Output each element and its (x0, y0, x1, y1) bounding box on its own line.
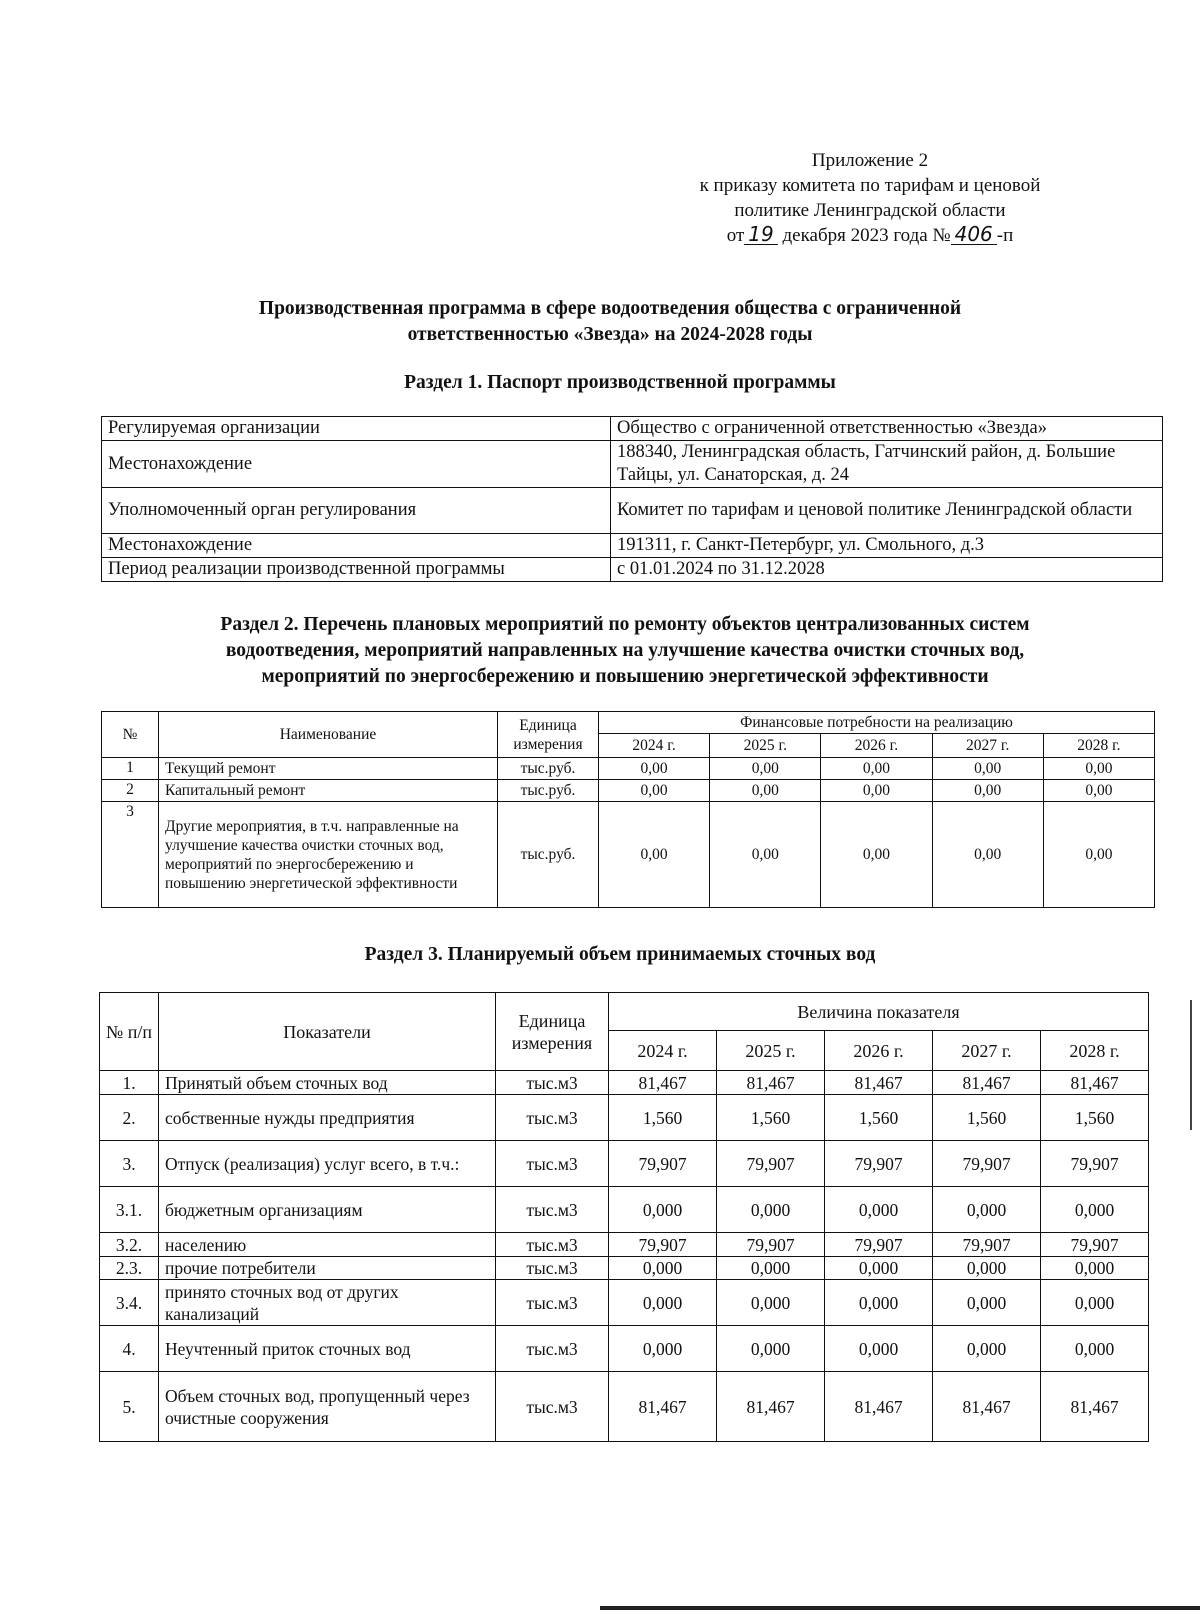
year-header: 2026 г. (821, 734, 932, 758)
row-value: 79,907 (933, 1233, 1041, 1257)
row-name: Принятый объем сточных вод (159, 1071, 496, 1095)
handwritten-day: 19 (744, 224, 777, 245)
row-value: 79,907 (825, 1233, 933, 1257)
row-value: 0,000 (933, 1257, 1041, 1280)
order-suffix: -п (996, 225, 1014, 246)
section-1-heading: Раздел 1. Паспорт производственной программы (404, 372, 836, 393)
table-row (100, 1326, 1149, 1372)
row-number: 3.2. (100, 1233, 159, 1257)
row-unit: тыс.м3 (496, 1233, 609, 1257)
row-value: 81,467 (1041, 1372, 1149, 1442)
row-value: 0,000 (1041, 1326, 1149, 1372)
row-unit: тыс.м3 (496, 1326, 609, 1372)
row-unit: тыс.м3 (496, 1095, 609, 1141)
row-value: 0,000 (933, 1326, 1041, 1372)
row-number: 2 (102, 780, 159, 802)
table-row (100, 1095, 1149, 1141)
row-value: 0,000 (1041, 1280, 1149, 1326)
row-value: 0,00 (821, 802, 932, 908)
passport-value: Общество с ограниченной ответственностью «Звезда» (611, 417, 1163, 441)
row-number: 2.3. (100, 1257, 159, 1280)
row-value: 0,000 (825, 1187, 933, 1233)
row-number: 1 (102, 758, 159, 780)
table-row (102, 758, 1155, 780)
title-line-1: Производственная программа в сфере водоотведения общества с ограниченной (258, 298, 962, 319)
appendix-label: Приложение 2 (811, 150, 929, 171)
row-number: 3.4. (100, 1280, 159, 1326)
row-value: 79,907 (609, 1141, 717, 1187)
scan-edge-mark (1190, 1000, 1192, 1130)
year-header: 2028 г. (1043, 734, 1154, 758)
year-header: 2026 г. (825, 1031, 933, 1071)
row-name: Капитальный ремонт (159, 780, 498, 802)
row-unit: тыс.м3 (496, 1187, 609, 1233)
row-value: 81,467 (825, 1372, 933, 1442)
year-header: 2028 г. (1041, 1031, 1149, 1071)
row-value: 79,907 (825, 1141, 933, 1187)
volume-table (99, 992, 1149, 1442)
handwritten-order-number: 406 (951, 224, 997, 245)
col-group-header: Величина показателя (609, 993, 1149, 1031)
passport-table (101, 416, 1163, 582)
order-line-1: к приказу комитета по тарифам и ценовой (699, 175, 1041, 196)
row-value: 0,00 (932, 802, 1043, 908)
row-name: принято сточных вод от других канализаций (159, 1280, 496, 1326)
row-number: 4. (100, 1326, 159, 1372)
row-value: 81,467 (1041, 1071, 1149, 1095)
row-value: 81,467 (717, 1372, 825, 1442)
passport-key: Период реализации производственной программы (102, 558, 611, 582)
row-name: Текущий ремонт (159, 758, 498, 780)
row-unit: тыс.руб. (498, 758, 599, 780)
row-number: 3 (102, 802, 159, 908)
row-value: 81,467 (717, 1071, 825, 1095)
row-value: 79,907 (717, 1141, 825, 1187)
row-value: 0,00 (821, 780, 932, 802)
order-line-2: политике Ленинградской области (734, 200, 1006, 221)
row-value: 0,000 (933, 1280, 1041, 1326)
row-value: 79,907 (717, 1233, 825, 1257)
row-name: Объем сточных вод, пропущенный через очистные сооружения (159, 1372, 496, 1442)
passport-value: 191311, г. Санкт-Петербург, ул. Смольного, д.3 (611, 534, 1163, 558)
col-unit-header: Единица измерения (496, 993, 609, 1071)
order-date-line (640, 223, 1100, 248)
passport-row (102, 534, 1163, 558)
row-value: 0,00 (821, 758, 932, 780)
section-2-heading (110, 612, 1140, 690)
title-line-2: ответственностью «Звезда» на 2024-2028 годы (407, 324, 813, 345)
row-unit: тыс.м3 (496, 1372, 609, 1442)
row-value: 0,000 (609, 1257, 717, 1280)
table-row (100, 1257, 1149, 1280)
row-value: 81,467 (933, 1372, 1041, 1442)
row-value: 81,467 (609, 1071, 717, 1095)
row-name: Неучтенный приток сточных вод (159, 1326, 496, 1372)
table-row (100, 1280, 1149, 1326)
row-number: 3.1. (100, 1187, 159, 1233)
row-value: 1,560 (825, 1095, 933, 1141)
passport-row (102, 488, 1163, 534)
passport-value: Комитет по тарифам и ценовой политике Ленинградской области (611, 488, 1163, 534)
row-value: 0,00 (1043, 780, 1154, 802)
row-value: 0,000 (933, 1187, 1041, 1233)
row-value: 0,000 (825, 1257, 933, 1280)
passport-key: Уполномоченный орган регулирования (102, 488, 611, 534)
row-value: 79,907 (1041, 1233, 1149, 1257)
row-number: 2. (100, 1095, 159, 1141)
events-table (101, 711, 1155, 908)
row-value: 0,00 (710, 780, 821, 802)
row-value: 0,00 (1043, 758, 1154, 780)
section-2-heading-line-2: водоотведения, мероприятий направленных на улучшение качества очистки сточных вод, (225, 640, 1025, 661)
row-value: 0,00 (710, 802, 821, 908)
row-value: 0,000 (609, 1326, 717, 1372)
year-header: 2024 г. (609, 1031, 717, 1071)
col-name-header: Наименование (159, 712, 498, 758)
passport-row (102, 417, 1163, 441)
row-number: 5. (100, 1372, 159, 1442)
row-value: 0,000 (825, 1280, 933, 1326)
row-unit: тыс.м3 (496, 1257, 609, 1280)
col-unit-header: Единица измерения (498, 712, 599, 758)
row-value: 0,000 (717, 1187, 825, 1233)
row-unit: тыс.руб. (498, 780, 599, 802)
table-row (100, 1372, 1149, 1442)
row-unit: тыс.м3 (496, 1280, 609, 1326)
row-name: собственные нужды предприятия (159, 1095, 496, 1141)
col-no-header: № (102, 712, 159, 758)
year-header: 2024 г. (599, 734, 710, 758)
row-name: Другие мероприятия, в т.ч. направленные на улучшение качества очистки сточных вод, мероприятий по энергосбережению и повышению энергетической эффективности (159, 802, 498, 908)
row-value: 81,467 (609, 1372, 717, 1442)
year-header: 2027 г. (932, 734, 1043, 758)
row-value: 0,00 (599, 758, 710, 780)
row-unit: тыс.м3 (496, 1141, 609, 1187)
col-name-header: Показатели (159, 993, 496, 1071)
table-row (102, 802, 1155, 908)
row-unit: тыс.руб. (498, 802, 599, 908)
passport-key: Местонахождение (102, 534, 611, 558)
row-value: 0,000 (717, 1326, 825, 1372)
passport-key: Регулируемая организации (102, 417, 611, 441)
passport-value: 188340, Ленинградская область, Гатчинский район, д. Большие Тайцы, ул. Санаторская, д. 24 (611, 441, 1163, 488)
row-value: 0,00 (1043, 802, 1154, 908)
table-row (100, 1141, 1149, 1187)
row-value: 0,000 (825, 1326, 933, 1372)
table-row (100, 1187, 1149, 1233)
date-prefix: от (726, 225, 745, 246)
col-group-header: Финансовые потребности на реализацию (599, 712, 1155, 734)
year-header: 2025 г. (717, 1031, 825, 1071)
row-name: населению (159, 1233, 496, 1257)
table-row (100, 1071, 1149, 1095)
section-2-heading-line-1: Раздел 2. Перечень плановых мероприятий по ремонту объектов централизованных систем (220, 614, 1030, 635)
row-number: 3. (100, 1141, 159, 1187)
row-value: 1,560 (933, 1095, 1041, 1141)
scan-edge-mark-bottom (600, 1606, 1200, 1610)
row-unit: тыс.м3 (496, 1071, 609, 1095)
table-row (100, 1233, 1149, 1257)
row-number: 1. (100, 1071, 159, 1095)
table-row (102, 780, 1155, 802)
row-value: 0,000 (717, 1280, 825, 1326)
row-value: 1,560 (1041, 1095, 1149, 1141)
row-value: 0,00 (932, 758, 1043, 780)
row-value: 0,00 (599, 802, 710, 908)
row-value: 1,560 (717, 1095, 825, 1141)
row-name: прочие потребители (159, 1257, 496, 1280)
row-value: 0,000 (1041, 1187, 1149, 1233)
date-rest: декабря 2023 года № (782, 225, 951, 246)
row-value: 81,467 (933, 1071, 1041, 1095)
document-title (120, 296, 1100, 348)
row-value: 0,00 (599, 780, 710, 802)
appendix-header (640, 148, 1100, 248)
row-name: бюджетным организациям (159, 1187, 496, 1233)
row-value: 81,467 (825, 1071, 933, 1095)
row-value: 0,00 (932, 780, 1043, 802)
row-value: 0,000 (1041, 1257, 1149, 1280)
row-value: 79,907 (933, 1141, 1041, 1187)
row-value: 0,000 (609, 1187, 717, 1233)
passport-value: с 01.01.2024 по 31.12.2028 (611, 558, 1163, 582)
row-value: 79,907 (1041, 1141, 1149, 1187)
row-name: Отпуск (реализация) услуг всего, в т.ч.: (159, 1141, 496, 1187)
row-value: 0,000 (609, 1280, 717, 1326)
passport-row (102, 558, 1163, 582)
section-3-heading: Раздел 3. Планируемый объем принимаемых сточных вод (364, 944, 876, 965)
section-2-heading-line-3: мероприятий по энергосбережению и повышению энергетической эффективности (261, 666, 989, 687)
year-header: 2025 г. (710, 734, 821, 758)
row-value: 0,00 (710, 758, 821, 780)
row-value: 0,000 (717, 1257, 825, 1280)
passport-row (102, 441, 1163, 488)
year-header: 2027 г. (933, 1031, 1041, 1071)
col-no-header: № п/п (100, 993, 159, 1071)
passport-key: Местонахождение (102, 441, 611, 488)
row-value: 1,560 (609, 1095, 717, 1141)
row-value: 79,907 (609, 1233, 717, 1257)
